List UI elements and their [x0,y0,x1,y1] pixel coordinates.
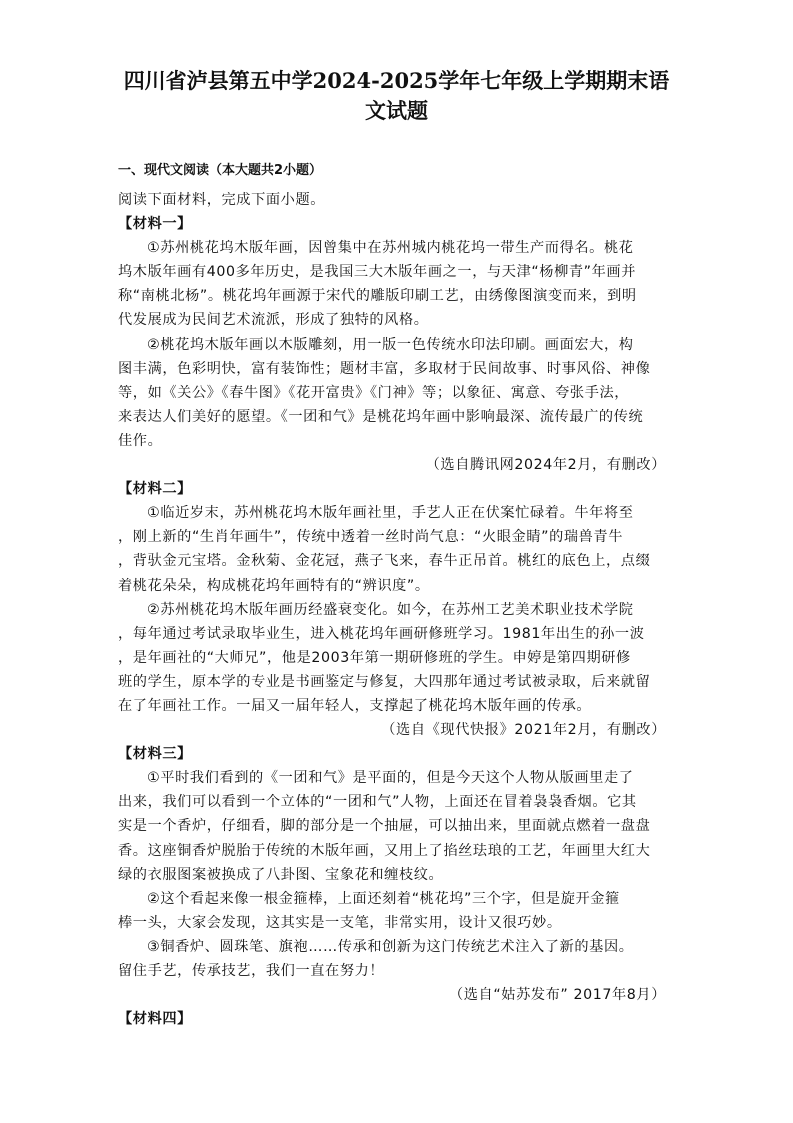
paragraph-line: 图丰满，色彩明快，富有装饰性；题材丰富，多取材于民间故事、时事风俗、神像 [118,360,651,377]
paragraph-line: ①苏州桃花坞木版年画，因曾集中在苏州城内桃花坞一带生产而得名。桃花 [147,240,634,257]
paragraph-line: 绿的衣服图案被换成了八卦图、宝象花和缠枝纹。 [118,866,444,883]
material-source: （选自“姑苏发布” 2017年8月） [448,987,666,1004]
paragraph-line: 着桃花朵朵，构成桃花坞年画特有的“辨识度”。 [118,577,430,594]
paragraph-line: 香。这座铜香炉脱胎于传统的木版年画，又用上了掐丝珐琅的工艺，年画里大红大 [118,842,651,859]
paragraph-line: ，每年通过考试录取毕业生，进入桃花坞年画研修班学习。1981年出生的孙一波 [118,625,645,642]
paragraph-line: 在了年画社工作。一届又一届年轻人，支撑起了桃花坞木版年画的传承。 [118,697,592,714]
paragraph-line: ③铜香炉、圆珠笔、旗袍……传承和创新为这门传统艺术注入了新的基因。 [147,938,634,955]
paragraph-line: ②这个看起来像一根金箍棒，上面还刻着“桃花坞”三个字，但是旋开金箍 [147,890,620,907]
paragraph-line: 棒一头，大家会发现，这其实是一支笔，非常实用，设计又很巧妙。 [118,914,562,931]
paragraph-line: 坞木版年画有400多年历史，是我国三大木版年画之一，与天津“杨柳青”年画并 [118,264,636,281]
instruction-text: 阅读下面材料，完成下面小题。 [118,192,326,208]
material-label: 【材料二】 [118,481,192,498]
paragraph-line: 称“南桃北杨”。桃花坞年画源于宋代的雕版印刷工艺，由绣像图演变而来，到明 [118,288,637,305]
reading-content [118,188,674,1031]
paragraph-line: 来表达人们美好的愿望。《一团和气》是桃花坞年画中影响最深、流传最广的传统 [118,408,644,425]
paragraph-line: 等，如《关公》《春牛图》《花开富贵》《门神》等；以象征、寓意、夸张手法， [118,384,630,401]
page-title-line-2: 文试题 [365,98,428,123]
paragraph-line: 代发展成为民间艺术流派，形成了独特的风格。 [118,312,429,329]
material-label: 【材料三】 [118,746,192,763]
material-label: 【材料四】 [118,1011,192,1028]
paragraph-line: ①临近岁末，苏州桃花坞木版年画社里，手艺人正在伏案忙碌着。牛年将至 [147,505,634,522]
paragraph-line: 班的学生，原本学的专业是书画鉴定与修复，大四那年通过考试被录取，后来就留 [118,673,651,690]
paragraph-line: ②桃花坞木版年画以木版雕刻，用一版一色传统水印法印刷。画面宏大，构 [147,336,634,353]
material-source: （选自《现代快报》2021年2月，有删改） [381,722,666,739]
section-heading: 一、现代文阅读（本大题共2小题） [118,163,323,178]
paragraph-line: ①平时我们看到的《一团和气》是平面的，但是今天这个人物从版画里走了 [147,770,634,787]
paragraph-line: 出来，我们可以看到一个立体的“一团和气”人物，上面还在冒着袅袅香烟。它其 [118,794,637,811]
paragraph-line: ②苏州桃花坞木版年画历经盛衰变化。如今，在苏州工艺美术职业技术学院 [147,601,634,618]
paragraph-line: 留住手艺，传承技艺，我们一直在努力！ [118,963,385,979]
page-title-line-1: 四川省泸县第五中学2024-2025学年七年级上学期期末语 [123,68,670,93]
paragraph-line: 佳作。 [118,432,163,449]
paragraph-line: ，刚上新的“生肖年画牛”，传统中透着一丝时尚气息：“火眼金睛”的瑞兽青牛 [118,529,624,546]
paragraph-line: ，背驮金元宝塔。金秋菊、金花冠，燕子飞来，春牛正吊首。桃红的底色上，点缀 [118,553,651,570]
paragraph-line: 实是一个香炉，仔细看，脚的部分是一个抽屉，可以抽出来，里面就点燃着一盘盘 [118,818,651,835]
paragraph-line: ，是年画社的“大师兄”，他是2003年第一期研修班的学生。申婷是第四期研修 [118,649,631,666]
material-label: 【材料一】 [118,216,192,233]
material-source: （选自腾讯网2024年2月，有删改） [425,457,666,474]
